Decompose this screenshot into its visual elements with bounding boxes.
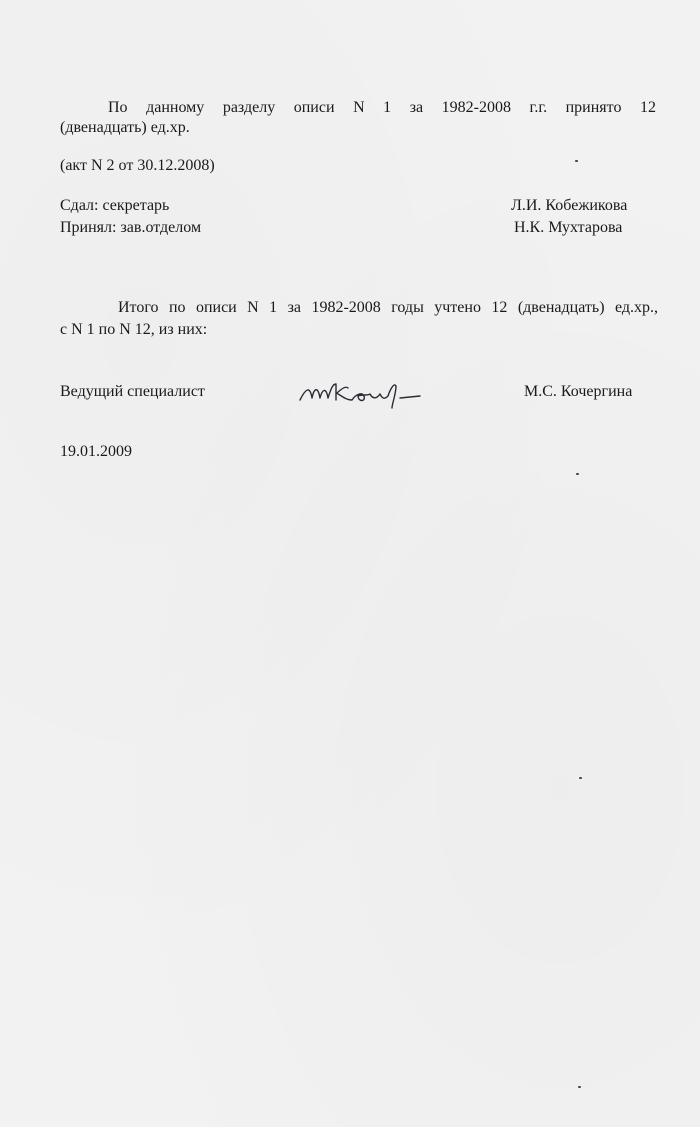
scan-speck (575, 160, 578, 162)
document-date: 19.01.2009 (60, 443, 132, 460)
handover-gave-label: Сдал: секретарь (60, 197, 170, 214)
specialist-name: М.С. Кочергина (524, 383, 633, 400)
total-summary-line-1: Итого по описи N 1 за 1982-2008 годы учтено 12 (двенадцать) ед.хр., (118, 299, 658, 316)
handover-received-label: Принял: зав.отделом (60, 219, 202, 236)
handover-gave-name: Л.И. Кобежикова (511, 197, 628, 214)
scan-speck (576, 473, 579, 475)
act-reference: (акт N 2 от 30.12.2008) (60, 157, 215, 174)
total-summary-line-2: с N 1 по N 12, из них: (60, 321, 208, 338)
section-summary-line-1: По данному разделу описи N 1 за 1982-2008 г.г. принято 12 (108, 99, 656, 116)
scan-speck (578, 1086, 581, 1088)
section-summary-line-2: (двенадцать) ед.хр. (60, 119, 190, 136)
specialist-position: Ведущий специалист (60, 383, 205, 400)
handwritten-signature (296, 378, 436, 410)
handover-received-name: Н.К. Мухтарова (514, 219, 623, 236)
scan-speck (579, 777, 582, 779)
